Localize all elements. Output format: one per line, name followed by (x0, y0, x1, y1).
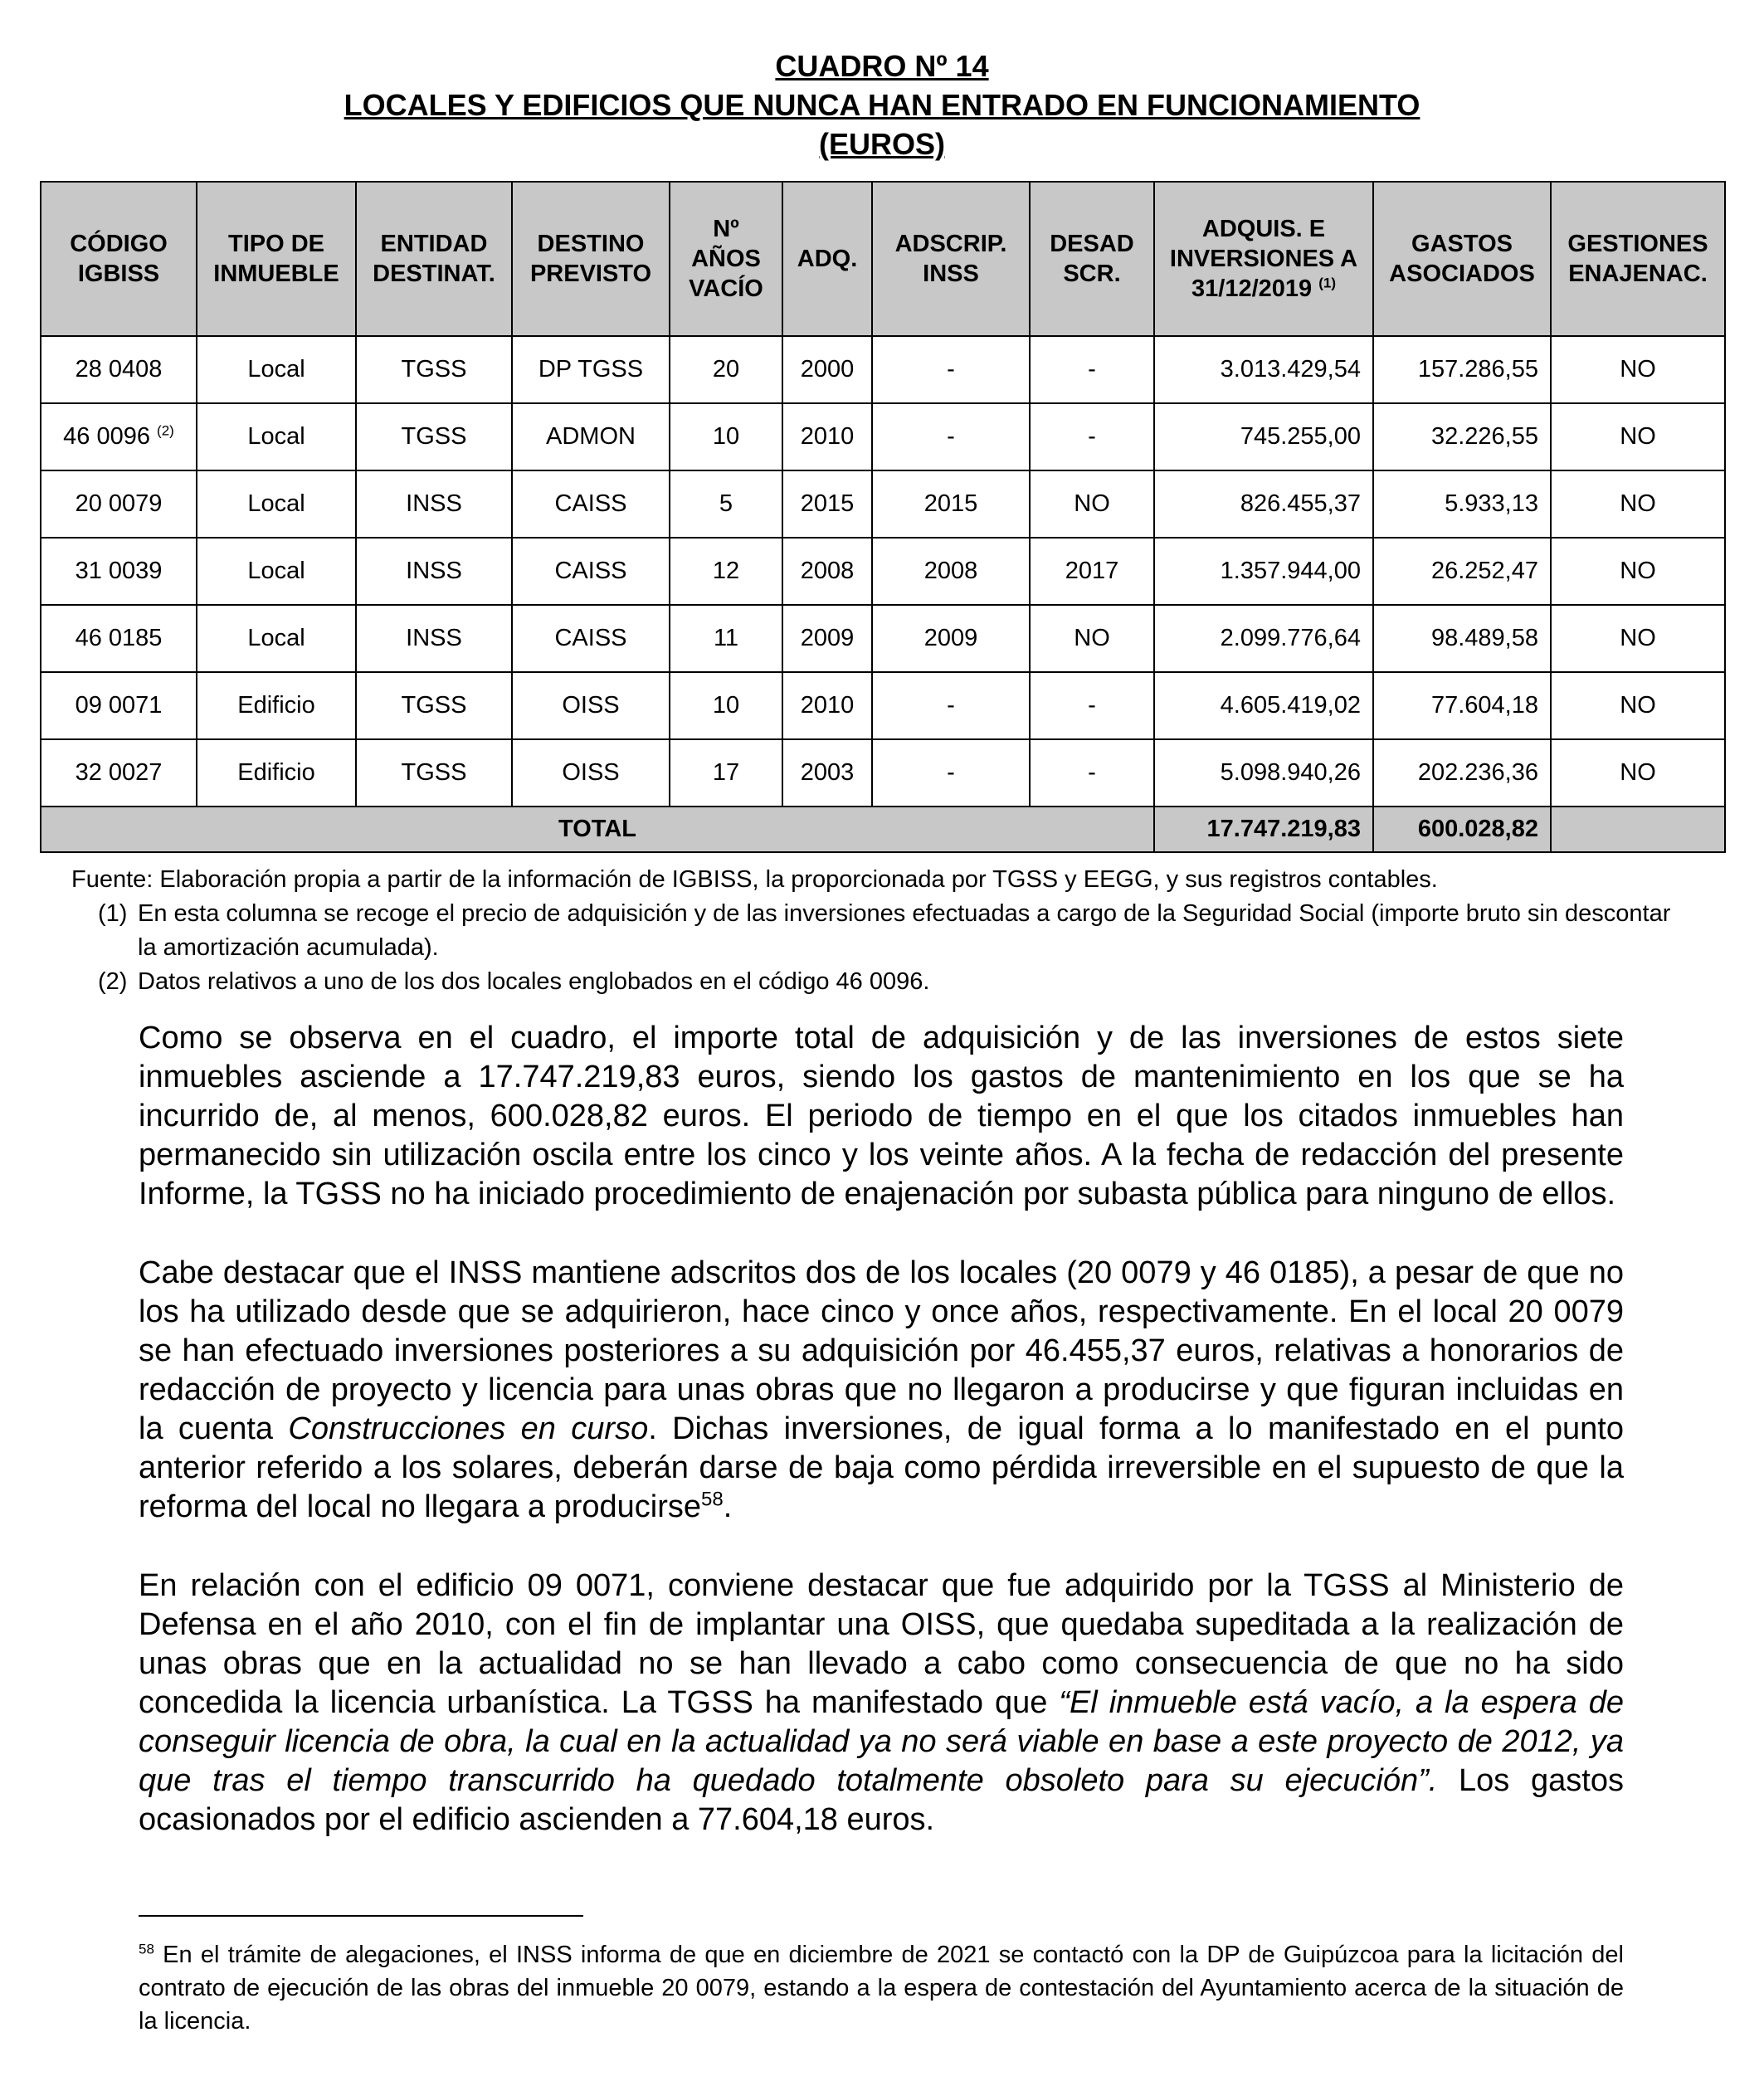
cell-adq: 2009 (782, 605, 872, 672)
table-row (41, 538, 1725, 605)
cell-destino: CAISS (512, 538, 670, 605)
cell-gastos: 32.226,55 (1373, 403, 1551, 470)
col-header-adquis: ADQUIS. E INVERSIONES A 31/12/2019 $^{(1)}$ (1154, 182, 1373, 336)
cell-adscrip: - (872, 403, 1030, 470)
cell-gastos: 157.286,55 (1373, 336, 1551, 403)
cell-gastos: 98.489,58 (1373, 605, 1551, 672)
table-row (41, 336, 1725, 403)
col-header-gestiones: GESTIONES ENAJENAC. (1551, 182, 1725, 336)
header-row (41, 182, 1725, 336)
cell-tipo: Local (197, 538, 356, 605)
total-adquis: 17.747.219,83 (1154, 807, 1373, 852)
col-header-adscrip: ADSCRIP. INSS (872, 182, 1030, 336)
cell-adscrip: 2015 (872, 470, 1030, 538)
cell-gestiones: NO (1551, 739, 1725, 807)
total-empty (1551, 807, 1725, 852)
cell-destino: DP TGSS (512, 336, 670, 403)
cell-anos: 5 (670, 470, 782, 538)
col-header-tipo: TIPO DE INMUEBLE (197, 182, 356, 336)
cell-gestiones: NO (1551, 672, 1725, 739)
cell-entidad: TGSS (356, 403, 512, 470)
cell-adscrip: - (872, 672, 1030, 739)
col-header-gastos: GASTOS ASOCIADOS (1373, 182, 1551, 336)
table-row (41, 672, 1725, 739)
cell-tipo: Edificio (197, 739, 356, 807)
col-header-adq: ADQ. (782, 182, 872, 336)
cell-gastos: 5.933,13 (1373, 470, 1551, 538)
cell-anos: 10 (670, 403, 782, 470)
cell-desad: - (1030, 672, 1154, 739)
col-header-desad: DESAD SCR. (1030, 182, 1154, 336)
table-row (41, 403, 1725, 470)
body-text (139, 1019, 1624, 1879)
cell-entidad: INSS (356, 538, 512, 605)
cell-desad: NO (1030, 605, 1154, 672)
paragraph-3: En relación con el edificio 09 0071, conviene destacar que fue adquirido por la TGSS al Ministerio de Defensa en el año 2010, con el fin de implantar una OISS, que quedaba supeditada a la realización de unas obras que en la actualidad no se han llevado a cabo como consecuencia de que no ha sido concedida la licencia urbanística. La TGSS ha manifestado que “El inmueble está vacío, a la espera de conseguir licencia de obra, la cual en la actualidad ya no será viable en base a este proyecto de 2012, ya que tras el tiempo transcurrido ha quedado totalmente obsoleto para su ejecución”. Los gastos ocasionados por el edificio ascienden a 77.604,18 euros. (139, 1568, 1624, 1837)
cell-entidad: TGSS (356, 739, 512, 807)
cell-adscrip: - (872, 739, 1030, 807)
cell-codigo: 46 0185 (41, 605, 197, 672)
note-1: (1) En esta columna se recoge el precio de adquisición y de las inversiones efectuadas a cargo de la Seguridad Social (importe bruto sin descontar la amortización acumulada). (98, 900, 1671, 961)
cell-adquis: 745.255,00 (1154, 403, 1373, 470)
table-row (41, 605, 1725, 672)
cell-adq: 2010 (782, 672, 872, 739)
cell-desad: 2017 (1030, 538, 1154, 605)
cell-codigo: 28 0408 (41, 336, 197, 403)
footnote-marker: (2) (157, 422, 174, 439)
table-row (41, 470, 1725, 538)
cell-tipo: Edificio (197, 672, 356, 739)
cell-adquis: 4.605.419,02 (1154, 672, 1373, 739)
cell-gestiones: NO (1551, 403, 1725, 470)
cell-adq: 2003 (782, 739, 872, 807)
paragraph-2: Cabe destacar que el INSS mantiene adscritos dos de los locales (20 0079 y 46 0185), a pesar de que no los ha utilizado desde que se adquirieron, hace cinco y once años, respectivamente. En el local 20 0079 se han efectuado inversiones posteriores a su adquisición por 46.455,37 euros, relativas a honorarios de redacción de proyecto y licencia para unas obras que no llegaron a producirse y que figuran incluidas en la cuenta Construcciones en curso. Dichas inversiones, de igual forma a lo manifestado en el punto anterior referido a los solares, deberán darse de baja como pérdida irreversible en el supuesto de que la reforma del local no llegara a producirse$^{58}$. (139, 1255, 1624, 1524)
cell-codigo: 31 0039 (41, 538, 197, 605)
cell-anos: 17 (670, 739, 782, 807)
cell-destino: CAISS (512, 605, 670, 672)
cell-gestiones: NO (1551, 336, 1725, 403)
cell-destino: OISS (512, 672, 670, 739)
cell-codigo: 32 0027 (41, 739, 197, 807)
col-header-destino: DESTINO PREVISTO (512, 182, 670, 336)
note-2: (2) Datos relativos a uno de los dos locales englobados en el código 46 0096. (98, 968, 930, 995)
total-label: TOTAL (41, 807, 1154, 852)
cell-adscrip: 2009 (872, 605, 1030, 672)
cell-adquis: 3.013.429,54 (1154, 336, 1373, 403)
footnote-ref-58: 58 (701, 1488, 724, 1511)
table-title (0, 46, 1764, 163)
title-line-2: LOCALES Y EDIFICIOS QUE NUNCA HAN ENTRADO EN FUNCIONAMIENTO (344, 88, 1420, 122)
cell-gastos: 26.252,47 (1373, 538, 1551, 605)
cell-desad: - (1030, 336, 1154, 403)
cell-adq: 2000 (782, 336, 872, 403)
cell-entidad: TGSS (356, 672, 512, 739)
cell-adscrip: 2008 (872, 538, 1030, 605)
cell-adquis: 2.099.776,64 (1154, 605, 1373, 672)
cell-desad: NO (1030, 470, 1154, 538)
cell-tipo: Local (197, 470, 356, 538)
col-header-anos: Nº AÑOS VACÍO (670, 182, 782, 336)
cell-gestiones: NO (1551, 605, 1725, 672)
cell-codigo: 09 0071 (41, 672, 197, 739)
cell-anos: 12 (670, 538, 782, 605)
cell-adq: 2010 (782, 403, 872, 470)
cell-anos: 11 (670, 605, 782, 672)
cell-adquis: 826.455,37 (1154, 470, 1373, 538)
footnote-58: $^{58}$ En el trámite de alegaciones, el INSS informa de que en diciembre de 2021 se contactó con la DP de Guipúzcoa para la licitación del contrato de ejecución de las obras del inmueble 20 0079, estando a la espera de contestación del Ayuntamiento acerca de la situación de la licencia. (139, 1941, 1624, 2035)
source-note: Fuente: Elaboración propia a partir de la información de IGBISS, la proporcionada por TGSS y EEGG, y sus registros contables. (71, 866, 1438, 893)
paragraph-1: Como se observa en el cuadro, el importe total de adquisición y de las inversiones de estos siete inmuebles asciende a 17.747.219,83 euros, siendo los gastos de mantenimiento en los que se ha incurrido de, al menos, 600.028,82 euros. El periodo de tiempo en el que los citados inmuebles han permanecido sin utilización oscila entre los cinco y los veinte años. A la fecha de redacción del presente Informe, la TGSS no ha iniciado procedimiento de enajenación por subasta pública para ninguno de ellos. (139, 1021, 1624, 1211)
cell-entidad: TGSS (356, 336, 512, 403)
cell-destino: OISS (512, 739, 670, 807)
locales-table (40, 181, 1726, 853)
total-row (41, 807, 1725, 852)
cell-adq: 2015 (782, 470, 872, 538)
cell-destino: ADMON (512, 403, 670, 470)
cell-tipo: Local (197, 336, 356, 403)
cell-tipo: Local (197, 403, 356, 470)
cell-entidad: INSS (356, 470, 512, 538)
cell-adscrip: - (872, 336, 1030, 403)
cell-tipo: Local (197, 605, 356, 672)
cell-adquis: 1.357.944,00 (1154, 538, 1373, 605)
cell-gestiones: NO (1551, 538, 1725, 605)
cell-gastos: 202.236,36 (1373, 739, 1551, 807)
table-notes (71, 863, 1685, 999)
cell-adq: 2008 (782, 538, 872, 605)
cell-codigo: 20 0079 (41, 470, 197, 538)
total-gastos: 600.028,82 (1373, 807, 1551, 852)
col-header-entidad: ENTIDAD DESTINAT. (356, 182, 512, 336)
title-line-3: (EUROS) (819, 127, 945, 161)
cell-destino: CAISS (512, 470, 670, 538)
cell-entidad: INSS (356, 605, 512, 672)
cell-anos: 10 (670, 672, 782, 739)
col-header-codigo: CÓDIGO IGBISS (41, 182, 197, 336)
title-line-1: CUADRO Nº 14 (775, 49, 989, 83)
footnote-separator (139, 1915, 583, 1917)
cell-codigo: 46 0096 $^{(2)}$ (41, 403, 197, 470)
cell-anos: 20 (670, 336, 782, 403)
cell-adquis: 5.098.940,26 (1154, 739, 1373, 807)
cell-gastos: 77.604,18 (1373, 672, 1551, 739)
table-row (41, 739, 1725, 807)
cell-desad: - (1030, 739, 1154, 807)
cell-gestiones: NO (1551, 470, 1725, 538)
cell-desad: - (1030, 403, 1154, 470)
